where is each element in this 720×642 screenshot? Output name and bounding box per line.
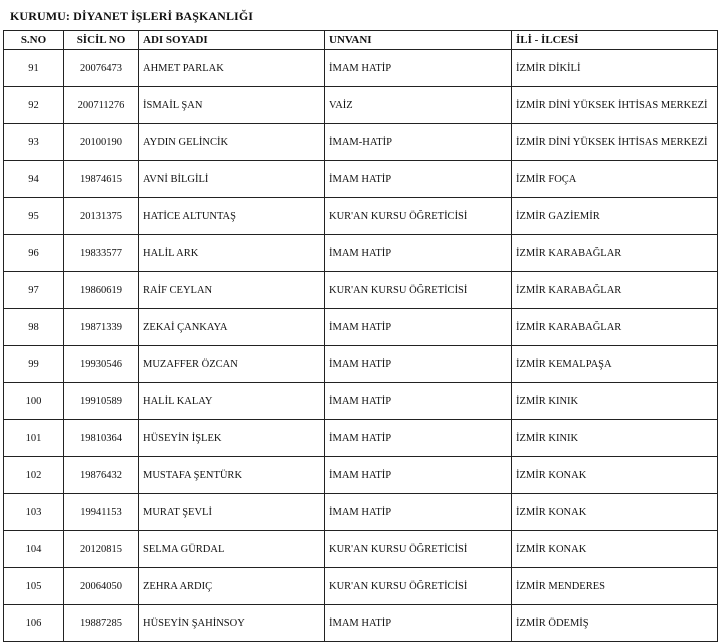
- cell-sno: 105: [4, 568, 64, 605]
- cell-sno: 102: [4, 457, 64, 494]
- cell-sicil-no: 19860619: [64, 272, 139, 309]
- cell-location: İZMİR KINIK: [512, 420, 718, 457]
- cell-title: VAİZ: [325, 87, 512, 124]
- cell-title: KUR'AN KURSU ÖĞRETİCİSİ: [325, 198, 512, 235]
- column-header-sno: S.NO: [4, 31, 64, 50]
- cell-sno: 100: [4, 383, 64, 420]
- cell-sicil-no: 19833577: [64, 235, 139, 272]
- cell-title: İMAM HATİP: [325, 494, 512, 531]
- cell-title: İMAM HATİP: [325, 420, 512, 457]
- cell-sno: 91: [4, 50, 64, 87]
- table-row: [4, 309, 718, 346]
- cell-sicil-no: 19810364: [64, 420, 139, 457]
- cell-location: İZMİR DİKİLİ: [512, 50, 718, 87]
- table-row: [4, 568, 718, 605]
- cell-location: İZMİR KONAK: [512, 457, 718, 494]
- cell-full-name: HÜSEYİN İŞLEK: [139, 420, 325, 457]
- cell-full-name: AHMET PARLAK: [139, 50, 325, 87]
- table-row: [4, 494, 718, 531]
- cell-sno: 101: [4, 420, 64, 457]
- cell-title: İMAM HATİP: [325, 457, 512, 494]
- institution-label: KURUMU: DİYANET İŞLERİ BAŞKANLIĞI: [10, 9, 254, 23]
- cell-title: İMAM HATİP: [325, 346, 512, 383]
- table-row: [4, 235, 718, 272]
- cell-title: İMAM HATİP: [325, 309, 512, 346]
- cell-sicil-no: 20076473: [64, 50, 139, 87]
- cell-location: İZMİR KONAK: [512, 494, 718, 531]
- column-header-sicil: SİCİL NO: [64, 31, 139, 50]
- table-row: [4, 383, 718, 420]
- table-header-row: [4, 31, 718, 50]
- cell-full-name: HALİL ARK: [139, 235, 325, 272]
- cell-sno: 98: [4, 309, 64, 346]
- cell-title: İMAM HATİP: [325, 235, 512, 272]
- cell-location: İZMİR MENDERES: [512, 568, 718, 605]
- cell-sno: 94: [4, 161, 64, 198]
- cell-sicil-no: 19941153: [64, 494, 139, 531]
- cell-full-name: HATİCE ALTUNTAŞ: [139, 198, 325, 235]
- table-row: [4, 124, 718, 161]
- cell-sno: 93: [4, 124, 64, 161]
- cell-sno: 96: [4, 235, 64, 272]
- table-row: [4, 420, 718, 457]
- table-row: [4, 531, 718, 568]
- cell-location: İZMİR FOÇA: [512, 161, 718, 198]
- table-row: [4, 198, 718, 235]
- table-row: [4, 272, 718, 309]
- cell-sicil-no: 19910589: [64, 383, 139, 420]
- cell-location: İZMİR KARABAĞLAR: [512, 272, 718, 309]
- cell-location: İZMİR KINIK: [512, 383, 718, 420]
- table-row: [4, 50, 718, 87]
- table-row: [4, 457, 718, 494]
- cell-full-name: HÜSEYİN ŞAHİNSOY: [139, 605, 325, 642]
- cell-location: İZMİR DİNİ YÜKSEK İHTİSAS MERKEZİ: [512, 124, 718, 161]
- cell-title: İMAM HATİP: [325, 605, 512, 642]
- table-row: [4, 87, 718, 124]
- cell-sicil-no: 19871339: [64, 309, 139, 346]
- cell-full-name: İSMAİL ŞAN: [139, 87, 325, 124]
- table-row: [4, 605, 718, 642]
- cell-title: İMAM HATİP: [325, 161, 512, 198]
- cell-sicil-no: 20064050: [64, 568, 139, 605]
- cell-location: İZMİR KEMALPAŞA: [512, 346, 718, 383]
- cell-sicil-no: 20120815: [64, 531, 139, 568]
- cell-title: KUR'AN KURSU ÖĞRETİCİSİ: [325, 568, 512, 605]
- cell-full-name: ZEKAİ ÇANKAYA: [139, 309, 325, 346]
- cell-location: İZMİR GAZİEMİR: [512, 198, 718, 235]
- cell-full-name: AVNİ BİLGİLİ: [139, 161, 325, 198]
- table-body: [4, 50, 718, 642]
- column-header-title: UNVANI: [325, 31, 512, 50]
- cell-full-name: RAİF CEYLAN: [139, 272, 325, 309]
- cell-sno: 99: [4, 346, 64, 383]
- cell-sno: 92: [4, 87, 64, 124]
- cell-full-name: AYDIN GELİNCİK: [139, 124, 325, 161]
- cell-sno: 97: [4, 272, 64, 309]
- cell-sno: 103: [4, 494, 64, 531]
- column-header-name: ADI SOYADI: [139, 31, 325, 50]
- cell-title: İMAM-HATİP: [325, 124, 512, 161]
- cell-sicil-no: 19930546: [64, 346, 139, 383]
- cell-sicil-no: 19874615: [64, 161, 139, 198]
- cell-title: KUR'AN KURSU ÖĞRETİCİSİ: [325, 531, 512, 568]
- cell-location: İZMİR KONAK: [512, 531, 718, 568]
- cell-sicil-no: 19887285: [64, 605, 139, 642]
- table-row: [4, 161, 718, 198]
- personnel-table: [3, 30, 718, 642]
- column-header-location: İLİ - İLCESİ: [512, 31, 718, 50]
- cell-sicil-no: 19876432: [64, 457, 139, 494]
- cell-full-name: MURAT ŞEVLİ: [139, 494, 325, 531]
- cell-sno: 95: [4, 198, 64, 235]
- cell-sicil-no: 200711276: [64, 87, 139, 124]
- cell-location: İZMİR KARABAĞLAR: [512, 309, 718, 346]
- cell-full-name: ZEHRA ARDIÇ: [139, 568, 325, 605]
- cell-title: İMAM HATİP: [325, 383, 512, 420]
- cell-sno: 104: [4, 531, 64, 568]
- cell-full-name: MUSTAFA ŞENTÜRK: [139, 457, 325, 494]
- cell-title: İMAM HATİP: [325, 50, 512, 87]
- cell-sicil-no: 20131375: [64, 198, 139, 235]
- cell-location: İZMİR KARABAĞLAR: [512, 235, 718, 272]
- cell-location: İZMİR ÖDEMİŞ: [512, 605, 718, 642]
- cell-full-name: SELMA GÜRDAL: [139, 531, 325, 568]
- cell-full-name: MUZAFFER ÖZCAN: [139, 346, 325, 383]
- cell-title: KUR'AN KURSU ÖĞRETİCİSİ: [325, 272, 512, 309]
- cell-full-name: HALİL KALAY: [139, 383, 325, 420]
- cell-location: İZMİR DİNİ YÜKSEK İHTİSAS MERKEZİ: [512, 87, 718, 124]
- cell-sno: 106: [4, 605, 64, 642]
- cell-sicil-no: 20100190: [64, 124, 139, 161]
- table-row: [4, 346, 718, 383]
